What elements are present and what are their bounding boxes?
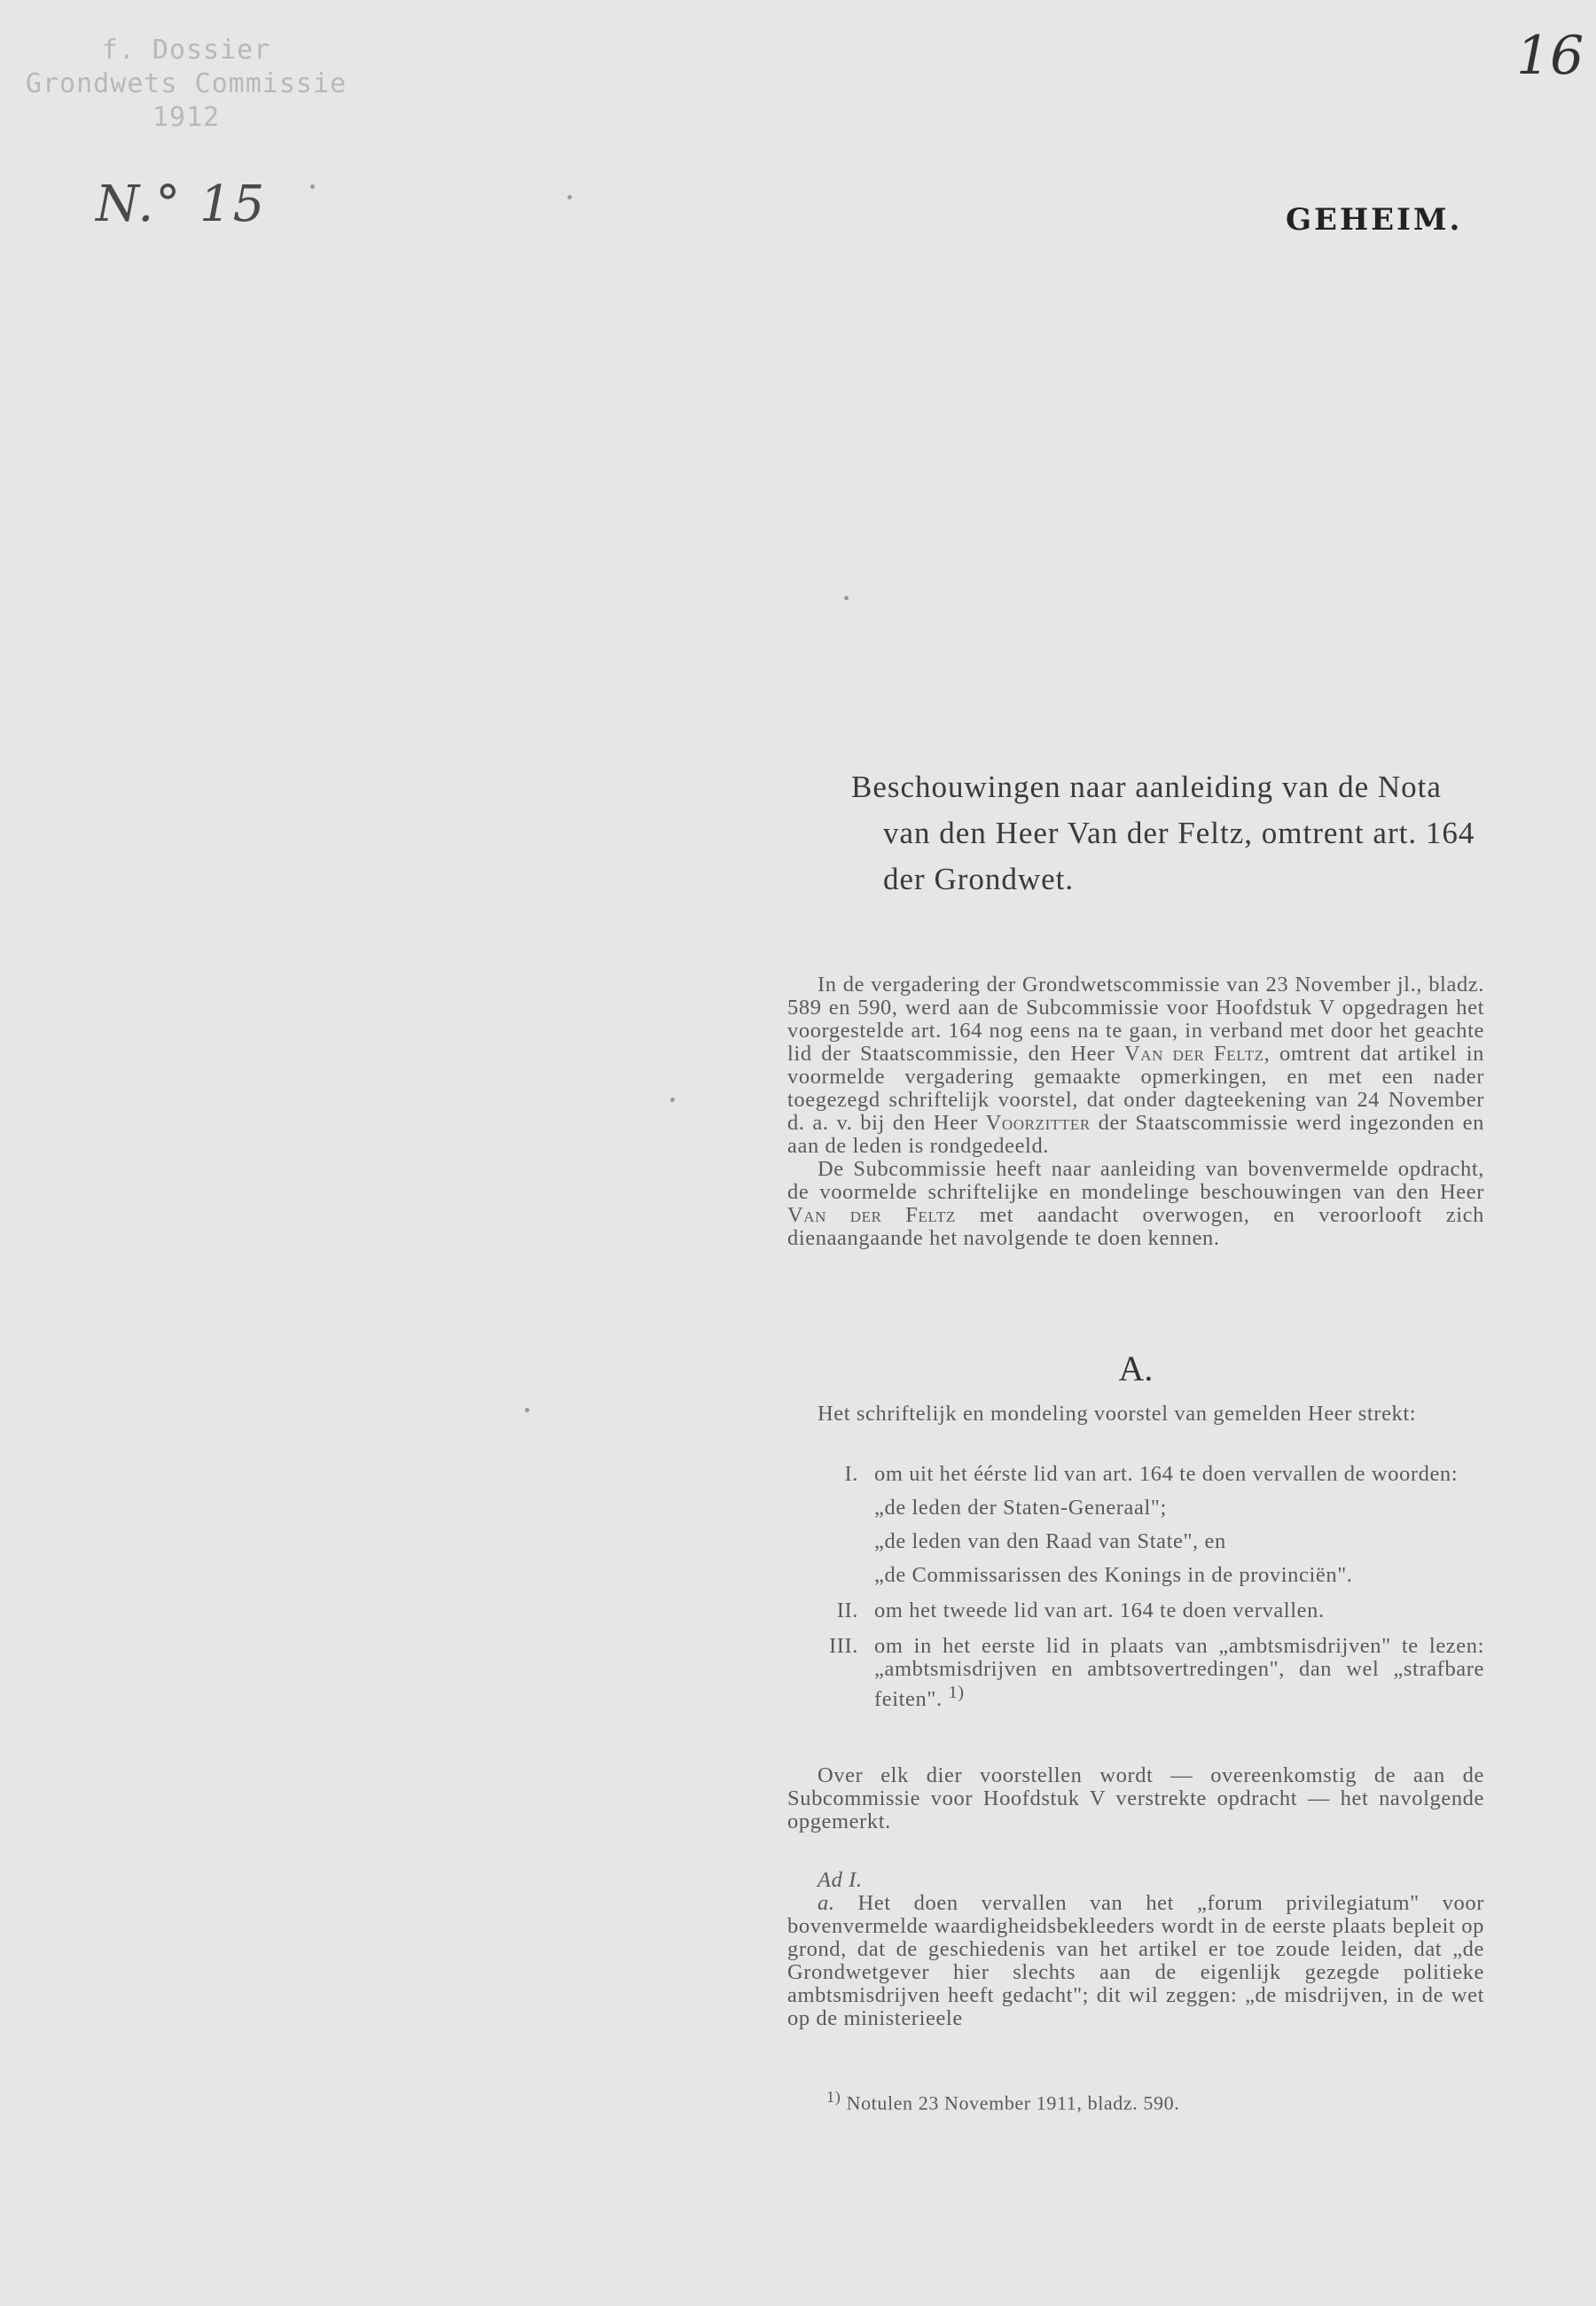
item-text: om het tweede lid van art. 164 te doen vervallen. [874,1599,1325,1622]
remarks-intro [787,1764,1484,1833]
list-item [787,1463,1484,1587]
list-item [787,1635,1484,1711]
speck [670,1098,675,1102]
ad-heading-text: Ad I. [818,1868,863,1892]
handwritten-page-number: 16 [1516,25,1584,87]
item-quote: „de leden der Staten-Generaal"; [874,1496,1167,1520]
para1b-text-b: met aandacht overwogen, en veroorlooft zich dienaangaande het navolgende te doen kennen. [787,1203,1485,1250]
document-title [851,764,1483,903]
para1-name-feltz: Van der Feltz [1124,1042,1264,1066]
speck [525,1408,529,1412]
footnote-text: Notulen 23 November 1911, bladz. 590. [846,2091,1180,2114]
archive-stamp [0,34,372,135]
ad-paragraph-text [787,1892,1484,2030]
item-text [874,1463,1484,1587]
item-quote: „de leden van den Raad van State", en [874,1529,1226,1553]
item-text-main: om uit het éérste lid van art. 164 te doen vervallen de woorden: [874,1462,1459,1486]
handwritten-number: N.° 15 [96,176,267,233]
ad-paragraph [787,1892,1484,2030]
intro-paragraphs [787,973,1484,1250]
item-number: III. [828,1634,858,1658]
para1-text-b: , omtrent dat artikel in voormelde vergadering gemaakte opmerkingen, en met een nader toegezegd schriftelijk voorstel, dat onder dagteekening van 24 November d. a. v. bij den Heer [787,1042,1484,1135]
stamp-line-3: 1912 [152,102,221,133]
classification-label: GEHEIM. [1286,202,1463,238]
proposal-list [787,1463,1484,1724]
para1-text-c: der Staatscommissie werd ingezonden en aan de leden is rondgedeeld. [787,1111,1484,1158]
ad-heading [787,1869,1484,1892]
speck [567,195,572,199]
paragraph-2 [787,1158,1484,1250]
stamp-line-1: f. Dossier [101,35,271,66]
proposal-intro [787,1403,1484,1426]
para1-name-voorzitter: Voorzitter [985,1111,1091,1135]
item-text [874,1635,1484,1711]
speck [310,184,315,189]
footnote [826,2088,1483,2114]
speck [844,596,849,600]
item-quote: „de Commissarissen des Konings in de provinciën". [874,1563,1353,1587]
title-line-2: van den Heer Van der Feltz, omtrent art. 164 [883,816,1475,850]
section-heading-a: A. [1118,1348,1154,1388]
para1-text-a: In de vergadering der Grondwetscommissie van 23 November jl., bladz. 589 en 590, werd aan de Subcommissie voor Hoofdstuk V opgedragen het voorgestelde art. 164 nog eens na te gaan, in verband met door het geachte lid der Staatscommissie, den Heer [787,973,1484,1066]
item-text-main: om in het eerste lid in plaats van „ambtsmisdrijven" te lezen: „ambtsmisdrijven en ambtsovertredingen", dan wel „strafbare feiten". [874,1634,1484,1712]
stamp-line-2: Grondwets Commissie [25,68,348,99]
item-number: I. [844,1462,858,1486]
list-item [787,1599,1484,1622]
paragraph-1 [787,973,1484,1158]
title-line-3: der Grondwet. [883,862,1075,896]
proposal-intro-text: Het schriftelijk en mondeling voorstel van gemelden Heer strekt: [818,1402,1417,1426]
title-line-1: Beschouwingen naar aanleiding van de Nota [851,770,1442,804]
ad-paragraph-label: a. [818,1891,835,1915]
ad-paragraph-body: Het doen vervallen van het „forum privilegiatum" voor bovenvermelde waardigheidsbekleeders wordt in de eerste plaats bepleit op grond, dat de geschiedenis van het artikel er toe zoude leiden, dat „de Grondwetgever hier slechts aan de eigenlijk gezegde politieke ambtsmisdrijven heeft gedacht"; dit wil zeggen: „de misdrijven, in de wet op de ministerieele [787,1891,1484,2030]
item-number: II. [836,1599,858,1622]
remarks-intro-text: Over elk dier voorstellen wordt — overeenkomstig de aan de Subcommissie voor Hoofdstuk V verstrekte opdracht — het navolgende opgemerkt. [787,1763,1484,1833]
footnote-reference: 1) [948,1683,965,1702]
para1b-text-a: De Subcommissie heeft naar aanleiding van bovenvermelde opdracht, de voormelde schriftelijke en mondelinge beschouwingen van den Heer [787,1157,1484,1204]
footnote-marker: 1) [826,2088,841,2106]
para1b-name-feltz: Van der Feltz [787,1203,956,1227]
